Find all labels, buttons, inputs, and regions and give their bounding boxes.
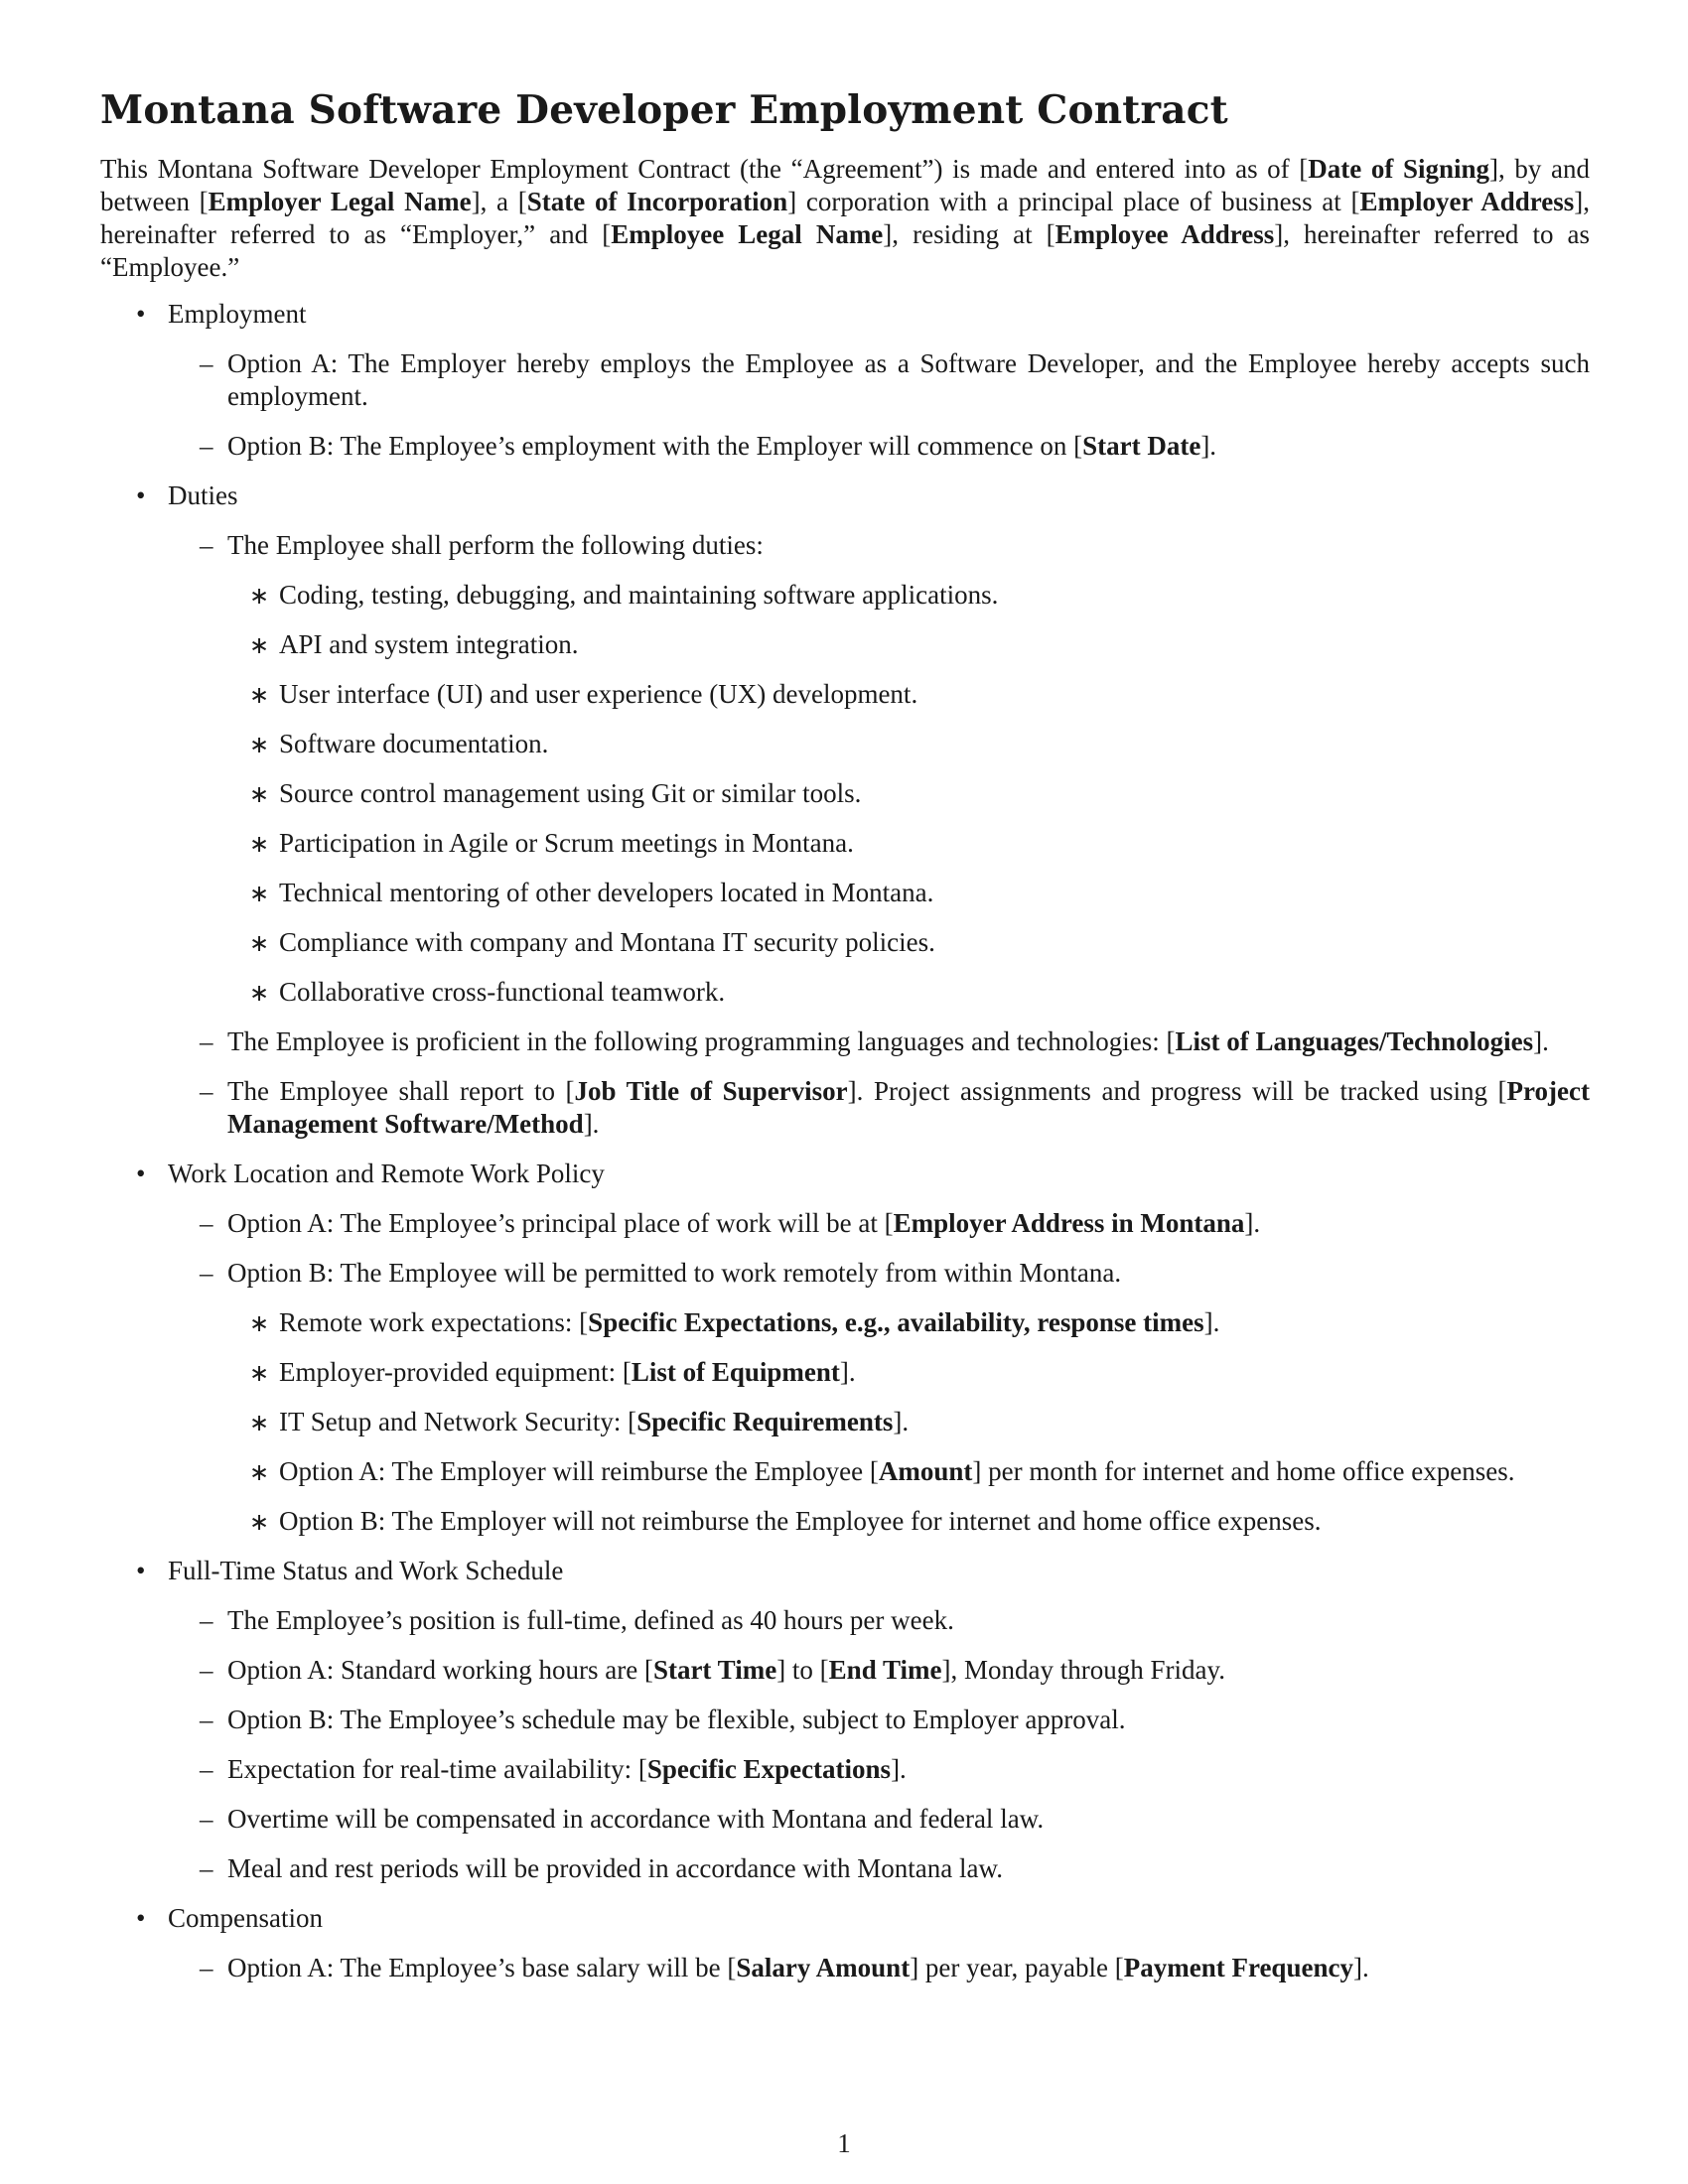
dash-icon: – xyxy=(200,1804,213,1834)
section-duties xyxy=(100,479,1590,1141)
list-item: – The Employee shall report to [Job Title of Supervisor]. Project assignments and progress will be tracked using [Project Management Software/Method]. xyxy=(200,1076,1590,1139)
placeholder-it-requirements: Specific Requirements xyxy=(636,1407,894,1436)
asterisk-icon: ∗ xyxy=(249,1460,270,1486)
dash-icon: – xyxy=(200,1258,213,1288)
duty-item: ∗ Coding, testing, debugging, and maintaining software applications. xyxy=(100,579,1590,612)
placeholder-salary-amount: Salary Amount xyxy=(736,1953,911,1982)
placeholder-supervisor-title: Job Title of Supervisor xyxy=(574,1076,848,1106)
asterisk-icon: ∗ xyxy=(249,1361,270,1387)
asterisk-icon: ∗ xyxy=(249,633,270,659)
placeholder-employee-legal-name: Employee Legal Name xyxy=(611,219,884,249)
remote-item: ∗ IT Setup and Network Security: [Specific Requirements]. xyxy=(100,1406,1590,1438)
remote-item: ∗ Employer-provided equipment: [List of Equipment]. xyxy=(100,1356,1590,1389)
section-heading: Work Location and Remote Work Policy xyxy=(168,1159,605,1188)
placeholder-remote-expectations: Specific Expectations, e.g., availability, response times xyxy=(588,1307,1204,1337)
placeholder-languages: List of Languages/Technologies xyxy=(1175,1026,1534,1056)
bullet-icon: • xyxy=(136,299,146,329)
section-work-location xyxy=(100,1158,1590,1538)
placeholder-employee-address: Employee Address xyxy=(1055,219,1275,249)
list-item: – The Employee shall perform the following duties: ∗ Coding, testing, debugging, and maintaining software applications. ∗ API and system integration. ∗ User interface (UI) and user experience (UX) development. ∗ Software documentation. ∗ Source control management using Git or similar tools. ∗ Participation in Agile or Scrum meetings in Montana. ∗ Technical mentoring of other developers located in Montana. ∗ Compliance with company and Montana IT security policies. ∗ Collaborative cross-functional teamwork. xyxy=(100,529,1590,1009)
dash-icon: – xyxy=(200,1953,213,1982)
dash-icon: – xyxy=(200,1655,213,1685)
section-schedule xyxy=(100,1555,1590,1885)
list-item: – Option A: The Employer hereby employs the Employee as a Software Developer, and the Employee hereby accepts such employment. xyxy=(200,348,1590,411)
list-item: – Option A: The Employee’s principal place of work will be at [Employer Address in Montana]. xyxy=(200,1208,1261,1238)
bullet-icon: • xyxy=(136,480,146,510)
document-page xyxy=(100,87,1590,2001)
dash-icon: – xyxy=(200,1754,213,1784)
remote-item: ∗ Option B: The Employer will not reimburse the Employee for internet and home office expenses. xyxy=(100,1505,1590,1538)
placeholder-payment-frequency: Payment Frequency xyxy=(1123,1953,1353,1982)
intro-paragraph: This Montana Software Developer Employment Contract (the “Agreement”) is made and entered into as of [Date of Signing], by and between [Employer Legal Name], a [State of Incorporation] corporation with a principal place of business at [Employer Address], hereinafter referred to as “Employer,” and [Employee Legal Name], residing at [Employee Address], hereinafter referred to as “Employee.” xyxy=(100,154,1591,282)
list-item: – Option B: The Employee’s schedule may be flexible, subject to Employer approval. xyxy=(200,1705,1126,1734)
section-compensation xyxy=(100,1902,1590,1984)
dash-icon: – xyxy=(200,1705,213,1734)
placeholder-end-time: End Time xyxy=(828,1655,942,1685)
document-title: Montana Software Developer Employment Contract xyxy=(100,87,1228,133)
placeholder-project-management: Project Management Software/Method xyxy=(227,1076,1590,1139)
section-heading: Duties xyxy=(168,480,238,510)
duty-item: ∗ User interface (UI) and user experience (UX) development. xyxy=(100,678,1590,711)
asterisk-icon: ∗ xyxy=(249,1411,270,1436)
placeholder-start-time: Start Time xyxy=(652,1655,777,1685)
placeholder-employer-address: Employer Address xyxy=(1359,187,1575,216)
placeholder-equipment: List of Equipment xyxy=(631,1357,840,1387)
placeholder-date-of-signing: Date of Signing xyxy=(1308,154,1490,184)
duty-item: ∗ Collaborative cross-functional teamwork. xyxy=(100,976,1590,1009)
list-item: – The Employee’s position is full-time, defined as 40 hours per week. xyxy=(200,1605,954,1635)
asterisk-icon: ∗ xyxy=(249,1510,270,1536)
dash-icon: – xyxy=(200,1026,213,1056)
section-heading: Employment xyxy=(168,299,307,329)
list-item: – Option B: The Employee’s employment with the Employer will commence on [Start Date]. xyxy=(200,431,1217,461)
placeholder-start-date: Start Date xyxy=(1082,431,1201,461)
list-item: – Expectation for real-time availability: [Specific Expectations]. xyxy=(200,1754,907,1784)
dash-icon: – xyxy=(200,431,213,461)
asterisk-icon: ∗ xyxy=(249,882,270,907)
duty-item: ∗ Technical mentoring of other developers located in Montana. xyxy=(100,877,1590,909)
asterisk-icon: ∗ xyxy=(249,931,270,957)
section-heading: Compensation xyxy=(168,1903,323,1933)
dash-icon: – xyxy=(200,530,213,560)
list-item: – Option B: The Employee will be permitted to work remotely from within Montana. ∗ Remote work expectations: [Specific Expectations, e.g., availability, response times]. ∗ Employer-provided equipment: [List of Equipment]. ∗ IT Setup and Network Security: [Specific Requirements]. ∗ Option A: The Employer will reimburse the Employee [Amount] per month for internet and home office expenses. ∗ Option B: The Employer will not reimburse the Employee for internet and home office expenses. xyxy=(100,1257,1590,1538)
bullet-icon: • xyxy=(136,1556,146,1585)
placeholder-state-of-incorporation: State of Incorporation xyxy=(526,187,788,216)
placeholder-employer-legal-name: Employer Legal Name xyxy=(208,187,472,216)
bullet-icon: • xyxy=(136,1159,146,1188)
placeholder-availability: Specific Expectations xyxy=(646,1754,892,1784)
placeholder-employer-address-montana: Employer Address in Montana xyxy=(893,1208,1245,1238)
list-item: – The Employee is proficient in the following programming languages and technologies: [List of Languages/Technologies]. xyxy=(200,1026,1549,1056)
duty-item: ∗ API and system integration. xyxy=(100,628,1590,661)
duty-item: ∗ Compliance with company and Montana IT security policies. xyxy=(100,926,1590,959)
section-employment xyxy=(100,298,1590,463)
duty-item: ∗ Participation in Agile or Scrum meetings in Montana. xyxy=(100,827,1590,860)
section-heading: Full-Time Status and Work Schedule xyxy=(168,1556,564,1585)
dash-icon: – xyxy=(200,348,213,378)
asterisk-icon: ∗ xyxy=(249,733,270,758)
dash-icon: – xyxy=(200,1605,213,1635)
asterisk-icon: ∗ xyxy=(249,981,270,1007)
asterisk-icon: ∗ xyxy=(249,1311,270,1337)
bullet-icon: • xyxy=(136,1903,146,1933)
dash-icon: – xyxy=(200,1076,213,1106)
page-number: 1 xyxy=(837,2128,851,2158)
remote-item: ∗ Remote work expectations: [Specific Expectations, e.g., availability, response times]. xyxy=(100,1306,1590,1339)
list-item: – Option A: The Employee’s base salary will be [Salary Amount] per year, payable [Payment Frequency]. xyxy=(200,1953,1369,1982)
duty-item: ∗ Source control management using Git or similar tools. xyxy=(100,777,1590,810)
list-item: – Meal and rest periods will be provided in accordance with Montana law. xyxy=(200,1853,1003,1883)
remote-item: ∗ Option A: The Employer will reimburse the Employee [Amount] per month for internet and home office expenses. xyxy=(100,1455,1590,1488)
duty-item: ∗ Software documentation. xyxy=(100,728,1590,760)
asterisk-icon: ∗ xyxy=(249,683,270,709)
dash-icon: – xyxy=(200,1853,213,1883)
contract-sections xyxy=(100,298,1590,1984)
asterisk-icon: ∗ xyxy=(249,584,270,610)
asterisk-icon: ∗ xyxy=(249,782,270,808)
dash-icon: – xyxy=(200,1208,213,1238)
placeholder-amount: Amount xyxy=(878,1456,973,1486)
list-item: – Overtime will be compensated in accordance with Montana and federal law. xyxy=(200,1804,1045,1834)
list-item: – Option A: Standard working hours are [Start Time] to [End Time], Monday through Friday. xyxy=(200,1655,1225,1685)
asterisk-icon: ∗ xyxy=(249,832,270,858)
